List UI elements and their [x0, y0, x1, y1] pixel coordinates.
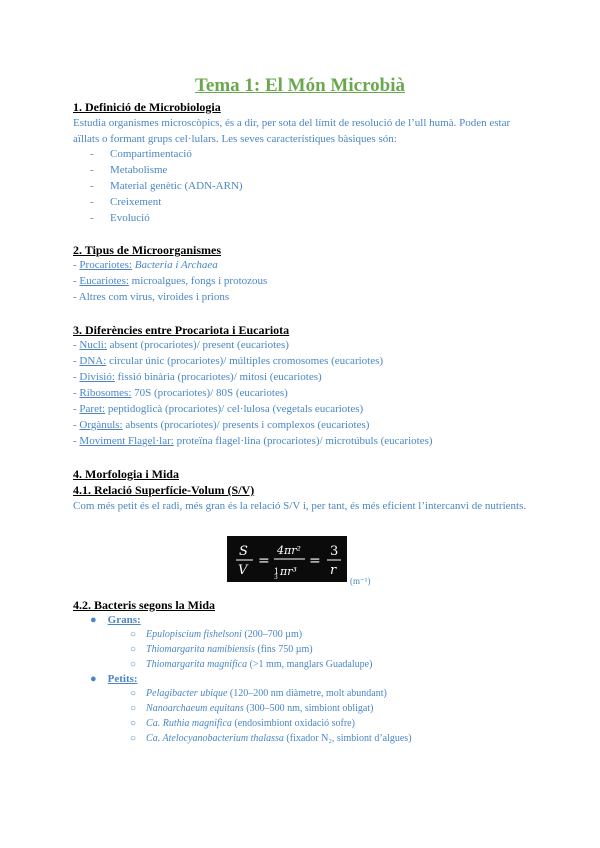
list-item: - Eucariotes: microalgues, fongs i protozous	[73, 275, 268, 287]
list-item: ○ Thiomargarita namibiensis (fins 750 µm)	[130, 644, 313, 655]
term-value: circular únic (procariotes)/ múltiples cromosomes (eucariotes)	[106, 355, 384, 367]
section-1-text: Estudia organismes microscòpics, és a dir, per sota del límit de resolució de l’ull humà. Poden estar aïllats o formant grups cel·lulars. Les seves característiques bàsiques són:	[73, 117, 511, 145]
term-label: Procariotes:	[79, 259, 132, 271]
sv-formula-image	[227, 536, 347, 582]
section-2-heading: 2. Tipus de Microorganismes	[73, 243, 222, 257]
list-item-text: Material genètic (ADN-ARN)	[110, 180, 243, 192]
term-label: Paret:	[79, 403, 106, 415]
species-detail: (120–200 nm diàmetre, molt abundant)	[227, 688, 387, 699]
list-item: - DNA: circular únic (procariotes)/ múltiples cromosomes (eucariotes)	[73, 355, 384, 367]
term-label: Moviment Flagel·lar:	[79, 435, 174, 447]
species-name: Nanoarchaeum equitans	[146, 703, 244, 714]
term-label: DNA:	[79, 355, 107, 367]
list-item: - Moviment Flagel·lar: proteïna flagel·lina (procariotes)/ microtúbuls (eucariotes)	[73, 435, 433, 447]
list-item: ○ Thiomargarita magnifica (>1 mm, manglars Guadalupe)	[130, 659, 373, 670]
species-detail: (>1 mm, manglars Guadalupe)	[247, 659, 373, 670]
list-item-text: Metabolisme	[110, 164, 168, 176]
page-title: Tema 1: El Món Microbià	[194, 75, 406, 96]
species-name: Ca. Atelocyanobacterium thalassa	[146, 733, 284, 744]
section-4-heading: 4. Morfologia i Mida	[73, 467, 179, 481]
term-value: absent (procariotes)/ present (eucariotes)	[106, 339, 289, 351]
svg-text:=: =	[309, 553, 321, 569]
list-item: - Orgànuls: absents (procariotes)/ presents i complexos (eucariotes)	[73, 419, 370, 431]
subsection-4-2-heading: 4.2. Bacteris segons la Mida	[73, 598, 215, 612]
term-value: absents (procariotes)/ presents i complexos (eucariotes)	[122, 419, 370, 431]
list-item-petits: ● Petits:	[90, 673, 138, 685]
list-item: ○ Nanoarchaeum equitans (300–500 nm, simbiont obligat)	[130, 703, 374, 714]
species-name: Pelagibacter ubique	[146, 688, 228, 699]
svg-text:V: V	[238, 563, 248, 578]
term-value: proteïna flagel·lina (procariotes)/ microtúbuls (eucariotes)	[173, 435, 433, 447]
term-value: Bacteria i Archaea	[134, 259, 218, 271]
svg-text:r: r	[330, 563, 337, 578]
term-value: 70S (procariotes)/ 80S (eucariotes)	[131, 387, 288, 399]
list-item: - Evolució	[90, 212, 150, 224]
subsection-4-1-text: Com més petit és el radi, més gran és la relació S/V i, per tant, és més eficient l’intercanvi de nutrients.	[73, 500, 527, 512]
list-item: - Metabolisme	[90, 164, 168, 176]
species-name: Thiomargarita namibiensis	[146, 644, 255, 655]
list-item: ○ Epulopiscium fishelsoni (200–700 µm)	[130, 629, 303, 640]
term-label: Nucli:	[79, 339, 107, 351]
species-detail: (endosimbiont oxidació sofre)	[231, 718, 355, 729]
species-name: Epulopiscium fishelsoni	[146, 629, 242, 640]
species-detail: (fixador N₂, simbiont d’algues)	[283, 733, 412, 744]
list-item-grans: ● Grans:	[90, 614, 141, 626]
svg-text:1: 1	[274, 567, 280, 576]
list-item: - Ribosomes: 70S (procariotes)/ 80S (eucariotes)	[73, 387, 288, 399]
term-label: Divisió:	[79, 371, 115, 383]
group-label: Grans:	[107, 614, 141, 626]
list-item: - Compartimentació	[90, 148, 192, 160]
term-label: Orgànuls:	[79, 419, 123, 431]
term-value: peptidoglicà (procariotes)/ cel·lulosa (vegetals eucariotes)	[105, 403, 364, 415]
list-item: - Material genètic (ADN-ARN)	[90, 180, 243, 192]
list-item: - Divisió: fissió binària (procariotes)/ mitosi (eucariotes)	[73, 371, 322, 383]
svg-text:S: S	[239, 544, 248, 559]
formula-unit: (m⁻¹)	[350, 576, 371, 586]
section-3-heading: 3. Diferències entre Procariota i Eucariota	[73, 323, 290, 337]
svg-text:4πr²: 4πr²	[277, 544, 301, 557]
svg-text:3: 3	[274, 574, 278, 581]
term-label: Ribosomes:	[79, 387, 132, 399]
term-label: Eucariotes:	[79, 275, 129, 287]
list-item-text: Compartimentació	[110, 148, 192, 160]
svg-text:=: =	[258, 553, 270, 569]
list-item: - Nucli: absent (procariotes)/ present (eucariotes)	[73, 339, 289, 351]
list-item: ○ Ca. Ruthia magnifica (endosimbiont oxidació sofre)	[130, 718, 355, 729]
sv-formula-svg	[227, 536, 347, 582]
species-name: Thiomargarita magnifica	[146, 659, 248, 670]
list-item: - Paret: peptidoglicà (procariotes)/ cel·lulosa (vegetals eucariotes)	[73, 403, 364, 415]
term-value: fissió binària (procariotes)/ mitosi (eucariotes)	[114, 371, 322, 383]
species-detail: (fins 750 µm)	[254, 644, 313, 655]
term-value: microalgues, fongs i protozous	[131, 275, 268, 287]
group-label: Petits:	[107, 673, 138, 685]
list-item: - Creixement	[90, 196, 162, 208]
list-item: ○ Ca. Atelocyanobacterium thalassa (fixador N₂, simbiont d’algues)	[130, 733, 412, 744]
list-item: - Altres com virus, viroides i prions	[73, 291, 230, 303]
list-item: ○ Pelagibacter ubique (120–200 nm diàmetre, molt abundant)	[130, 688, 387, 699]
section-1-heading: 1. Definició de Microbiologia	[73, 100, 221, 114]
subsection-4-1-heading: 4.1. Relació Superfície-Volum (S/V)	[73, 483, 255, 497]
svg-text:3: 3	[330, 544, 339, 559]
list-item: - Procariotes: Bacteria i Archaea	[73, 259, 218, 271]
list-item-text: Evolució	[110, 212, 150, 224]
species-name: Ca. Ruthia magnifica	[146, 718, 232, 729]
list-item-text: Creixement	[110, 196, 162, 208]
svg-text:πr³: πr³	[280, 565, 297, 578]
species-detail: (200–700 µm)	[241, 629, 303, 640]
species-detail: (300–500 nm, simbiont obligat)	[243, 703, 374, 714]
